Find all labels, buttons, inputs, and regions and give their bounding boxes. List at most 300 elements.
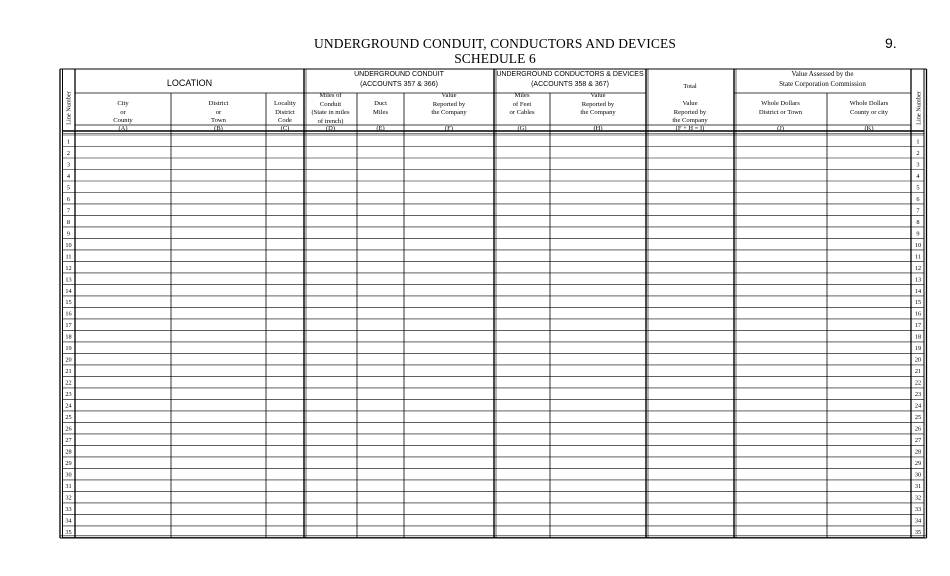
cell-input-b[interactable] <box>172 308 265 318</box>
cell-input-j[interactable] <box>735 504 826 514</box>
cell-input-j[interactable] <box>735 251 826 261</box>
cell-input-d[interactable] <box>305 389 356 399</box>
cell-input-c[interactable] <box>267 136 303 146</box>
cell-input-k[interactable] <box>828 147 910 157</box>
cell-input-b[interactable] <box>172 136 265 146</box>
cell-input-h[interactable] <box>551 481 645 491</box>
cell-input-k[interactable] <box>828 377 910 387</box>
table-row[interactable] <box>67 159 920 169</box>
cell-input-a[interactable] <box>76 343 170 353</box>
cell-input-f[interactable] <box>405 435 493 445</box>
cell-input-d[interactable] <box>305 469 356 479</box>
cell-input-a[interactable] <box>76 205 170 215</box>
cell-input-a[interactable] <box>76 504 170 514</box>
cell-input-i[interactable] <box>647 423 733 433</box>
cell-input-d[interactable] <box>305 400 356 410</box>
cell-input-i[interactable] <box>647 446 733 456</box>
cell-input-e[interactable] <box>358 216 403 226</box>
cell-input-h[interactable] <box>551 400 645 410</box>
cell-input-k[interactable] <box>828 458 910 468</box>
cell-input-e[interactable] <box>358 228 403 238</box>
table-row[interactable] <box>65 366 921 376</box>
cell-input-k[interactable] <box>828 343 910 353</box>
cell-input-b[interactable] <box>172 285 265 295</box>
cell-input-k[interactable] <box>828 193 910 203</box>
cell-input-j[interactable] <box>735 274 826 284</box>
table-row[interactable] <box>65 412 921 422</box>
cell-input-j[interactable] <box>735 366 826 376</box>
cell-input-g[interactable] <box>495 262 549 272</box>
cell-input-a[interactable] <box>76 216 170 226</box>
cell-input-e[interactable] <box>358 504 403 514</box>
table-row[interactable] <box>65 262 921 272</box>
cell-input-f[interactable] <box>405 515 493 525</box>
table-row[interactable] <box>65 435 921 445</box>
cell-input-a[interactable] <box>76 377 170 387</box>
cell-input-g[interactable] <box>495 239 549 249</box>
cell-input-d[interactable] <box>305 159 356 169</box>
cell-input-k[interactable] <box>828 136 910 146</box>
cell-input-i[interactable] <box>647 412 733 422</box>
cell-input-j[interactable] <box>735 400 826 410</box>
cell-input-f[interactable] <box>405 331 493 341</box>
cell-input-f[interactable] <box>405 159 493 169</box>
cell-input-k[interactable] <box>828 159 910 169</box>
table-row[interactable] <box>65 492 921 502</box>
cell-input-e[interactable] <box>358 458 403 468</box>
cell-input-f[interactable] <box>405 239 493 249</box>
cell-input-g[interactable] <box>495 504 549 514</box>
cell-input-c[interactable] <box>267 446 303 456</box>
cell-input-f[interactable] <box>405 492 493 502</box>
cell-input-f[interactable] <box>405 274 493 284</box>
cell-input-a[interactable] <box>76 446 170 456</box>
cell-input-j[interactable] <box>735 285 826 295</box>
cell-input-c[interactable] <box>267 159 303 169</box>
cell-input-a[interactable] <box>76 354 170 364</box>
cell-input-f[interactable] <box>405 182 493 192</box>
table-row[interactable] <box>67 205 920 215</box>
table-row[interactable] <box>67 228 920 238</box>
cell-input-b[interactable] <box>172 331 265 341</box>
cell-input-f[interactable] <box>405 504 493 514</box>
cell-input-a[interactable] <box>76 170 170 180</box>
cell-input-g[interactable] <box>495 366 549 376</box>
cell-input-i[interactable] <box>647 469 733 479</box>
cell-input-e[interactable] <box>358 481 403 491</box>
cell-input-j[interactable] <box>735 412 826 422</box>
cell-input-c[interactable] <box>267 400 303 410</box>
cell-input-h[interactable] <box>551 170 645 180</box>
cell-input-f[interactable] <box>405 412 493 422</box>
cell-input-i[interactable] <box>647 297 733 307</box>
cell-input-h[interactable] <box>551 205 645 215</box>
table-row[interactable] <box>65 251 921 261</box>
table-row[interactable] <box>65 458 921 468</box>
table-row[interactable] <box>65 377 921 387</box>
cell-input-d[interactable] <box>305 216 356 226</box>
cell-input-i[interactable] <box>647 400 733 410</box>
cell-input-g[interactable] <box>495 435 549 445</box>
cell-input-h[interactable] <box>551 504 645 514</box>
cell-input-c[interactable] <box>267 308 303 318</box>
cell-input-b[interactable] <box>172 182 265 192</box>
cell-input-d[interactable] <box>305 136 356 146</box>
cell-input-j[interactable] <box>735 492 826 502</box>
cell-input-g[interactable] <box>495 331 549 341</box>
cell-input-i[interactable] <box>647 159 733 169</box>
cell-input-b[interactable] <box>172 262 265 272</box>
cell-input-i[interactable] <box>647 274 733 284</box>
cell-input-a[interactable] <box>76 297 170 307</box>
cell-input-b[interactable] <box>172 239 265 249</box>
cell-input-j[interactable] <box>735 389 826 399</box>
cell-input-c[interactable] <box>267 366 303 376</box>
cell-input-f[interactable] <box>405 216 493 226</box>
cell-input-k[interactable] <box>828 216 910 226</box>
cell-input-d[interactable] <box>305 320 356 330</box>
cell-input-j[interactable] <box>735 216 826 226</box>
cell-input-e[interactable] <box>358 354 403 364</box>
cell-input-k[interactable] <box>828 274 910 284</box>
cell-input-e[interactable] <box>358 343 403 353</box>
cell-input-g[interactable] <box>495 285 549 295</box>
cell-input-h[interactable] <box>551 228 645 238</box>
cell-input-j[interactable] <box>735 423 826 433</box>
cell-input-a[interactable] <box>76 262 170 272</box>
cell-input-j[interactable] <box>735 159 826 169</box>
cell-input-h[interactable] <box>551 435 645 445</box>
table-row[interactable] <box>65 343 921 353</box>
cell-input-h[interactable] <box>551 182 645 192</box>
cell-input-k[interactable] <box>828 262 910 272</box>
cell-input-j[interactable] <box>735 147 826 157</box>
cell-input-h[interactable] <box>551 193 645 203</box>
cell-input-f[interactable] <box>405 193 493 203</box>
cell-input-e[interactable] <box>358 297 403 307</box>
cell-input-k[interactable] <box>828 239 910 249</box>
cell-input-k[interactable] <box>828 228 910 238</box>
cell-input-c[interactable] <box>267 285 303 295</box>
cell-input-c[interactable] <box>267 193 303 203</box>
cell-input-k[interactable] <box>828 331 910 341</box>
cell-input-c[interactable] <box>267 331 303 341</box>
cell-input-h[interactable] <box>551 412 645 422</box>
cell-input-e[interactable] <box>358 423 403 433</box>
cell-input-d[interactable] <box>305 527 356 537</box>
cell-input-h[interactable] <box>551 343 645 353</box>
cell-input-g[interactable] <box>495 251 549 261</box>
cell-input-g[interactable] <box>495 320 549 330</box>
cell-input-h[interactable] <box>551 331 645 341</box>
cell-input-c[interactable] <box>267 492 303 502</box>
cell-input-i[interactable] <box>647 527 733 537</box>
table-row[interactable] <box>67 216 920 226</box>
cell-input-i[interactable] <box>647 147 733 157</box>
cell-input-h[interactable] <box>551 515 645 525</box>
cell-input-j[interactable] <box>735 469 826 479</box>
cell-input-g[interactable] <box>495 228 549 238</box>
cell-input-k[interactable] <box>828 481 910 491</box>
cell-input-j[interactable] <box>735 320 826 330</box>
cell-input-g[interactable] <box>495 308 549 318</box>
cell-input-a[interactable] <box>76 239 170 249</box>
cell-input-b[interactable] <box>172 170 265 180</box>
cell-input-c[interactable] <box>267 504 303 514</box>
cell-input-f[interactable] <box>405 297 493 307</box>
cell-input-k[interactable] <box>828 504 910 514</box>
cell-input-a[interactable] <box>76 193 170 203</box>
cell-input-j[interactable] <box>735 446 826 456</box>
cell-input-g[interactable] <box>495 446 549 456</box>
cell-input-b[interactable] <box>172 366 265 376</box>
cell-input-e[interactable] <box>358 515 403 525</box>
cell-input-c[interactable] <box>267 527 303 537</box>
cell-input-h[interactable] <box>551 354 645 364</box>
cell-input-k[interactable] <box>828 400 910 410</box>
cell-input-h[interactable] <box>551 251 645 261</box>
cell-input-c[interactable] <box>267 147 303 157</box>
cell-input-d[interactable] <box>305 423 356 433</box>
cell-input-a[interactable] <box>76 481 170 491</box>
cell-input-d[interactable] <box>305 377 356 387</box>
cell-input-c[interactable] <box>267 216 303 226</box>
cell-input-a[interactable] <box>76 435 170 445</box>
cell-input-d[interactable] <box>305 492 356 502</box>
cell-input-i[interactable] <box>647 239 733 249</box>
cell-input-d[interactable] <box>305 515 356 525</box>
table-row[interactable] <box>65 469 921 479</box>
cell-input-g[interactable] <box>495 458 549 468</box>
cell-input-f[interactable] <box>405 262 493 272</box>
cell-input-d[interactable] <box>305 251 356 261</box>
cell-input-b[interactable] <box>172 504 265 514</box>
cell-input-e[interactable] <box>358 182 403 192</box>
cell-input-a[interactable] <box>76 159 170 169</box>
cell-input-i[interactable] <box>647 389 733 399</box>
cell-input-b[interactable] <box>172 147 265 157</box>
cell-input-f[interactable] <box>405 147 493 157</box>
cell-input-f[interactable] <box>405 366 493 376</box>
cell-input-k[interactable] <box>828 297 910 307</box>
cell-input-h[interactable] <box>551 262 645 272</box>
cell-input-b[interactable] <box>172 216 265 226</box>
cell-input-e[interactable] <box>358 274 403 284</box>
cell-input-j[interactable] <box>735 170 826 180</box>
cell-input-k[interactable] <box>828 423 910 433</box>
cell-input-e[interactable] <box>358 469 403 479</box>
cell-input-j[interactable] <box>735 515 826 525</box>
cell-input-d[interactable] <box>305 170 356 180</box>
cell-input-b[interactable] <box>172 412 265 422</box>
cell-input-a[interactable] <box>76 458 170 468</box>
table-row[interactable] <box>65 308 921 318</box>
cell-input-j[interactable] <box>735 435 826 445</box>
cell-input-f[interactable] <box>405 527 493 537</box>
cell-input-a[interactable] <box>76 400 170 410</box>
cell-input-c[interactable] <box>267 274 303 284</box>
cell-input-k[interactable] <box>828 170 910 180</box>
cell-input-k[interactable] <box>828 320 910 330</box>
cell-input-f[interactable] <box>405 389 493 399</box>
cell-input-c[interactable] <box>267 239 303 249</box>
cell-input-h[interactable] <box>551 308 645 318</box>
cell-input-g[interactable] <box>495 377 549 387</box>
cell-input-c[interactable] <box>267 354 303 364</box>
cell-input-k[interactable] <box>828 435 910 445</box>
cell-input-d[interactable] <box>305 147 356 157</box>
cell-input-i[interactable] <box>647 228 733 238</box>
cell-input-g[interactable] <box>495 527 549 537</box>
cell-input-f[interactable] <box>405 400 493 410</box>
cell-input-c[interactable] <box>267 412 303 422</box>
table-row[interactable] <box>67 182 920 192</box>
cell-input-g[interactable] <box>495 136 549 146</box>
cell-input-a[interactable] <box>76 136 170 146</box>
cell-input-e[interactable] <box>358 239 403 249</box>
cell-input-e[interactable] <box>358 331 403 341</box>
cell-input-e[interactable] <box>358 400 403 410</box>
cell-input-c[interactable] <box>267 389 303 399</box>
cell-input-e[interactable] <box>358 147 403 157</box>
cell-input-g[interactable] <box>495 423 549 433</box>
cell-input-f[interactable] <box>405 285 493 295</box>
cell-input-k[interactable] <box>828 354 910 364</box>
cell-input-k[interactable] <box>828 205 910 215</box>
cell-input-b[interactable] <box>172 343 265 353</box>
table-row[interactable] <box>67 147 920 157</box>
cell-input-j[interactable] <box>735 182 826 192</box>
cell-input-f[interactable] <box>405 251 493 261</box>
cell-input-d[interactable] <box>305 274 356 284</box>
cell-input-f[interactable] <box>405 458 493 468</box>
cell-input-i[interactable] <box>647 216 733 226</box>
cell-input-g[interactable] <box>495 469 549 479</box>
cell-input-d[interactable] <box>305 481 356 491</box>
cell-input-d[interactable] <box>305 354 356 364</box>
cell-input-i[interactable] <box>647 182 733 192</box>
cell-input-a[interactable] <box>76 285 170 295</box>
cell-input-e[interactable] <box>358 262 403 272</box>
cell-input-g[interactable] <box>495 481 549 491</box>
cell-input-g[interactable] <box>495 147 549 157</box>
cell-input-f[interactable] <box>405 481 493 491</box>
cell-input-a[interactable] <box>76 308 170 318</box>
cell-input-c[interactable] <box>267 251 303 261</box>
cell-input-e[interactable] <box>358 527 403 537</box>
cell-input-d[interactable] <box>305 343 356 353</box>
cell-input-a[interactable] <box>76 515 170 525</box>
cell-input-j[interactable] <box>735 239 826 249</box>
cell-input-i[interactable] <box>647 170 733 180</box>
cell-input-a[interactable] <box>76 251 170 261</box>
cell-input-f[interactable] <box>405 205 493 215</box>
cell-input-a[interactable] <box>76 423 170 433</box>
cell-input-k[interactable] <box>828 285 910 295</box>
cell-input-f[interactable] <box>405 354 493 364</box>
cell-input-i[interactable] <box>647 205 733 215</box>
cell-input-k[interactable] <box>828 182 910 192</box>
cell-input-i[interactable] <box>647 481 733 491</box>
cell-input-b[interactable] <box>172 515 265 525</box>
cell-input-h[interactable] <box>551 469 645 479</box>
cell-input-b[interactable] <box>172 469 265 479</box>
table-row[interactable] <box>65 481 921 491</box>
cell-input-e[interactable] <box>358 251 403 261</box>
cell-input-k[interactable] <box>828 308 910 318</box>
cell-input-j[interactable] <box>735 458 826 468</box>
cell-input-c[interactable] <box>267 320 303 330</box>
cell-input-g[interactable] <box>495 159 549 169</box>
cell-input-h[interactable] <box>551 136 645 146</box>
cell-input-c[interactable] <box>267 377 303 387</box>
cell-input-k[interactable] <box>828 251 910 261</box>
cell-input-c[interactable] <box>267 205 303 215</box>
cell-input-i[interactable] <box>647 458 733 468</box>
cell-input-c[interactable] <box>267 228 303 238</box>
cell-input-c[interactable] <box>267 481 303 491</box>
cell-input-e[interactable] <box>358 159 403 169</box>
cell-input-h[interactable] <box>551 147 645 157</box>
cell-input-d[interactable] <box>305 239 356 249</box>
cell-input-d[interactable] <box>305 285 356 295</box>
cell-input-i[interactable] <box>647 492 733 502</box>
cell-input-f[interactable] <box>405 377 493 387</box>
cell-input-i[interactable] <box>647 320 733 330</box>
cell-input-g[interactable] <box>495 400 549 410</box>
cell-input-g[interactable] <box>495 354 549 364</box>
cell-input-a[interactable] <box>76 389 170 399</box>
cell-input-e[interactable] <box>358 285 403 295</box>
table-row[interactable] <box>65 389 921 399</box>
cell-input-f[interactable] <box>405 228 493 238</box>
cell-input-e[interactable] <box>358 320 403 330</box>
cell-input-a[interactable] <box>76 492 170 502</box>
cell-input-f[interactable] <box>405 308 493 318</box>
cell-input-b[interactable] <box>172 297 265 307</box>
cell-input-i[interactable] <box>647 377 733 387</box>
cell-input-d[interactable] <box>305 205 356 215</box>
cell-input-c[interactable] <box>267 469 303 479</box>
cell-input-h[interactable] <box>551 366 645 376</box>
cell-input-g[interactable] <box>495 216 549 226</box>
cell-input-g[interactable] <box>495 170 549 180</box>
cell-input-i[interactable] <box>647 262 733 272</box>
cell-input-g[interactable] <box>495 343 549 353</box>
cell-input-e[interactable] <box>358 435 403 445</box>
cell-input-g[interactable] <box>495 297 549 307</box>
cell-input-a[interactable] <box>76 412 170 422</box>
cell-input-f[interactable] <box>405 136 493 146</box>
cell-input-g[interactable] <box>495 205 549 215</box>
cell-input-a[interactable] <box>76 228 170 238</box>
cell-input-i[interactable] <box>647 504 733 514</box>
cell-input-e[interactable] <box>358 136 403 146</box>
cell-input-j[interactable] <box>735 136 826 146</box>
table-row[interactable] <box>65 446 921 456</box>
cell-input-i[interactable] <box>647 515 733 525</box>
cell-input-e[interactable] <box>358 377 403 387</box>
cell-input-k[interactable] <box>828 515 910 525</box>
cell-input-d[interactable] <box>305 228 356 238</box>
cell-input-g[interactable] <box>495 182 549 192</box>
cell-input-e[interactable] <box>358 412 403 422</box>
cell-input-j[interactable] <box>735 262 826 272</box>
cell-input-j[interactable] <box>735 481 826 491</box>
cell-input-g[interactable] <box>495 492 549 502</box>
table-row[interactable] <box>65 331 921 341</box>
cell-input-i[interactable] <box>647 285 733 295</box>
